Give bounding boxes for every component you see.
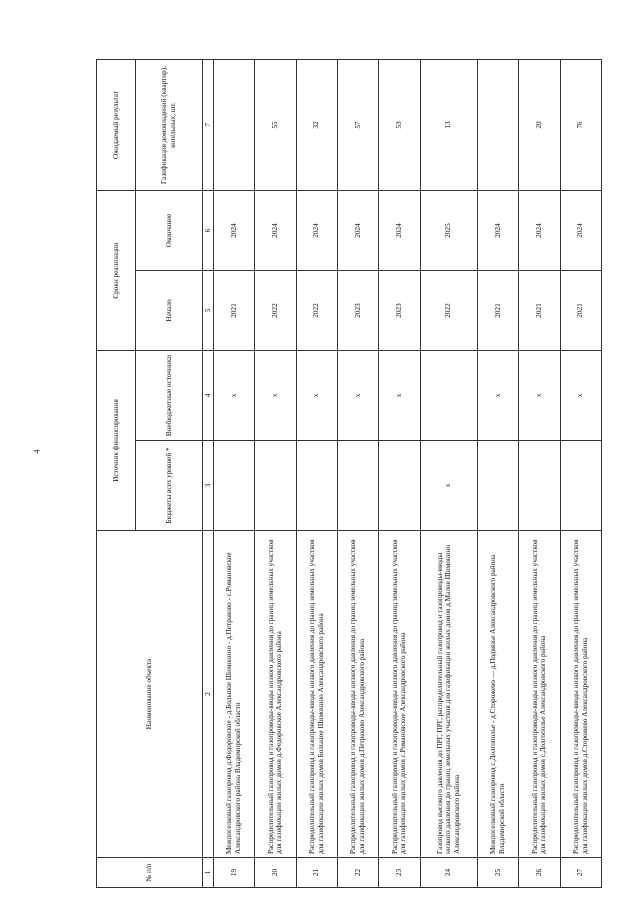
header-start: Начало	[136, 271, 203, 351]
budget-mark	[255, 441, 296, 531]
expected-count: 13	[420, 60, 477, 191]
table-row	[379, 60, 420, 888]
table-row	[560, 60, 601, 888]
extra-mark: х	[560, 351, 601, 441]
start-year: 2021	[214, 271, 255, 351]
row-number: 22	[337, 858, 378, 888]
object-name: Распределительный газопровод и газопроводы-вводы низкого давления до границ земельных участков для газификации жилых домов с.Долгополье Александровского района	[519, 531, 560, 858]
column-index: 2	[203, 531, 214, 858]
page-number: 4	[32, 449, 42, 454]
extra-mark: х	[519, 351, 560, 441]
table-row	[214, 60, 255, 888]
start-year: 2023	[337, 271, 378, 351]
row-number: 23	[379, 858, 420, 888]
end-year: 2024	[519, 191, 560, 271]
object-name: Распределительный газопровод и газопроводы-вводы низкого давления до границ земельных участков для газификации жилых домов д.Петраково Александровского района	[337, 531, 378, 858]
extra-mark	[420, 351, 477, 441]
budget-mark	[214, 441, 255, 531]
expected-count	[477, 60, 518, 191]
start-year: 2022	[420, 271, 477, 351]
column-index: 4	[203, 351, 214, 441]
expected-count: 76	[560, 60, 601, 191]
end-year: 2024	[214, 191, 255, 271]
object-name: Распределительный газопровод и газопроводы-вводы низкого давления до границ земельных участков для газификации жилых домов с.Романовское Александровского района	[379, 531, 420, 858]
budget-mark	[477, 441, 518, 531]
header-expected-sub: Газификация домовладений (квартир), котельных, шт.	[136, 60, 203, 191]
row-number: 19	[214, 858, 255, 888]
row-number: 26	[519, 858, 560, 888]
object-name: Газопровод высокого давления до ПРГ, ПРГ, распределительный газопровод и газопроводы-вводы низкого давления до границ земельных участков для газификации жилых домов д.Малое Шимонино Александровского района	[420, 531, 477, 858]
row-number: 20	[255, 858, 296, 888]
header-timing: Сроки реализации	[97, 191, 136, 351]
header-expected: Ожидаемый результат	[97, 60, 136, 191]
table-row	[337, 60, 378, 888]
objects-table	[96, 59, 602, 888]
row-number: 25	[477, 858, 518, 888]
extra-mark: х	[379, 351, 420, 441]
row-number: 27	[560, 858, 601, 888]
column-index: 6	[203, 191, 214, 271]
object-name: Распределительный газопровод и газопроводы-вводы низкого давления до границ земельных участков для газификации жилых домов д.Сторожево Александровского района	[560, 531, 601, 858]
row-number: 21	[296, 858, 337, 888]
expected-count: 53	[379, 60, 420, 191]
start-year: 2023	[379, 271, 420, 351]
end-year: 2024	[296, 191, 337, 271]
column-index: 1	[203, 858, 214, 888]
row-number: 24	[420, 858, 477, 888]
object-name: Межпоселковый газопровод д.Федоровское - д.Большое Шимонино - д.Петраково - с.Романовское Александровского района Владимирской области	[214, 531, 255, 858]
column-index: 7	[203, 60, 214, 191]
header-extra: Внебюджетные источники	[136, 351, 203, 441]
object-name: Межпоселковый газопровод с.Долгополье - д.Сторожево — д.Подвязье Александровского района Владимирской области	[477, 531, 518, 858]
end-year: 2024	[337, 191, 378, 271]
table-row	[296, 60, 337, 888]
header-num: № п/п	[97, 858, 203, 888]
expected-count: 55	[255, 60, 296, 191]
budget-mark	[337, 441, 378, 531]
table-row	[255, 60, 296, 888]
extra-mark: х	[296, 351, 337, 441]
start-year: 2022	[255, 271, 296, 351]
end-year: 2024	[255, 191, 296, 271]
header-budgets: Бюджеты всех уровней *	[136, 441, 203, 531]
expected-count: 20	[519, 60, 560, 191]
budget-mark	[379, 441, 420, 531]
end-year: 2024	[477, 191, 518, 271]
expected-count	[214, 60, 255, 191]
budget-mark	[296, 441, 337, 531]
object-name: Распределительный газопровод и газопроводы-вводы низкого давления до границ земельных участков для газификации жилых домов Большое Шимонино Александровского района	[296, 531, 337, 858]
expected-count: 57	[337, 60, 378, 191]
budget-mark	[560, 441, 601, 531]
header-name: Наименование объекта	[97, 531, 203, 858]
extra-mark: х	[477, 351, 518, 441]
header-end: Окончание	[136, 191, 203, 271]
object-name: Распределительный газопровод и газопроводы-вводы низкого давления до границ земельных участков для газификации жилых домов д.Федоровское Александровского района	[255, 531, 296, 858]
header-funding: Источник финансирования	[97, 351, 136, 531]
start-year: 2022	[296, 271, 337, 351]
extra-mark: х	[255, 351, 296, 441]
start-year: 2021	[560, 271, 601, 351]
budget-mark: х	[420, 441, 477, 531]
start-year: 2021	[477, 271, 518, 351]
end-year: 2025	[420, 191, 477, 271]
column-index: 3	[203, 441, 214, 531]
end-year: 2024	[560, 191, 601, 271]
extra-mark: х	[214, 351, 255, 441]
expected-count: 32	[296, 60, 337, 191]
end-year: 2024	[379, 191, 420, 271]
rotated-page	[96, 60, 602, 888]
column-index: 5	[203, 271, 214, 351]
start-year: 2021	[519, 271, 560, 351]
table-row	[420, 60, 477, 888]
table-row	[477, 60, 518, 888]
extra-mark: х	[337, 351, 378, 441]
budget-mark	[519, 441, 560, 531]
table-row	[519, 60, 560, 888]
